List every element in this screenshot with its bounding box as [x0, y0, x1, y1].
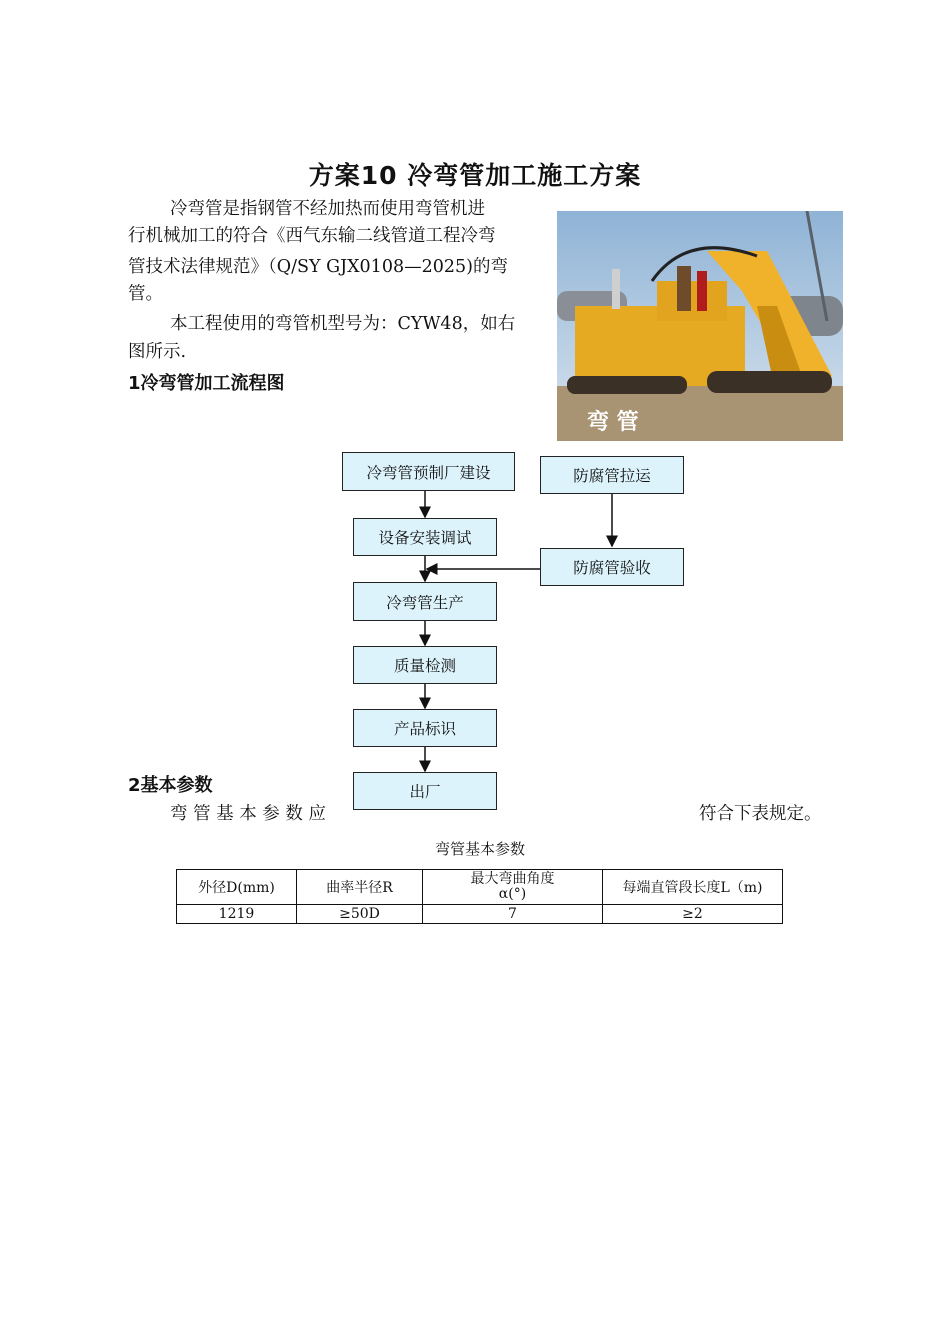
table-row [177, 905, 783, 924]
parameters-text-left: 弯 管 基 本 参 数 应 [170, 804, 326, 824]
cell-straight-length: ≥2 [603, 905, 783, 924]
flow-step-production: 冷弯管生产 [353, 582, 497, 621]
table-caption: 弯管基本参数 [434, 840, 525, 858]
header-outer-diameter: 外径D(mm) [177, 870, 297, 905]
header-max-bend-angle-line2: α(°) [498, 886, 527, 902]
page-title: 方案10 冷弯管加工施工方案 [308, 161, 642, 190]
flow-step-transport: 防腐管拉运 [540, 456, 684, 494]
section-heading-parameters: 2基本参数 [128, 775, 213, 796]
intro-line-1: 冷弯管是指钢管不经加热而使用弯管机进 [170, 199, 485, 219]
parameters-table [176, 869, 783, 924]
cell-max-bend-angle: 7 [423, 905, 603, 924]
cell-outer-diameter: 1219 [177, 905, 297, 924]
intro-line-2: 行机械加工的符合《西气东输二线管道工程冷弯 [128, 226, 496, 246]
flow-step-equipment: 设备安装调试 [353, 518, 497, 556]
intro-line-4: 管。 [128, 284, 163, 304]
intro-line-5: 本工程使用的弯管机型号为：CYW48，如右 [170, 314, 516, 334]
flow-step-acceptance: 防腐管验收 [540, 548, 684, 586]
intro-line-3: 管技术法律规范》（Q/SY GJX0108—2025)的弯 [128, 257, 508, 277]
flow-step-prefab: 冷弯管预制厂建设 [342, 452, 515, 491]
intro-line-6: 图所示. [128, 342, 187, 362]
photo-caption: 弯 管 [587, 410, 639, 435]
section-heading-flowchart: 1冷弯管加工流程图 [128, 373, 285, 394]
header-max-bend-angle [423, 870, 603, 905]
table-header-row [177, 870, 783, 905]
flow-step-marking: 产品标识 [353, 709, 497, 747]
header-bend-radius: 曲率半径R [297, 870, 423, 905]
header-max-bend-angle-line1: 最大弯曲角度 [470, 871, 555, 887]
parameters-text-right: 符合下表规定。 [699, 804, 822, 824]
cell-bend-radius: ≥50D [297, 905, 423, 924]
flow-step-quality: 质量检测 [353, 646, 497, 684]
flow-step-shipping: 出厂 [353, 772, 497, 810]
header-straight-length: 每端直管段长度L（m) [603, 870, 783, 905]
